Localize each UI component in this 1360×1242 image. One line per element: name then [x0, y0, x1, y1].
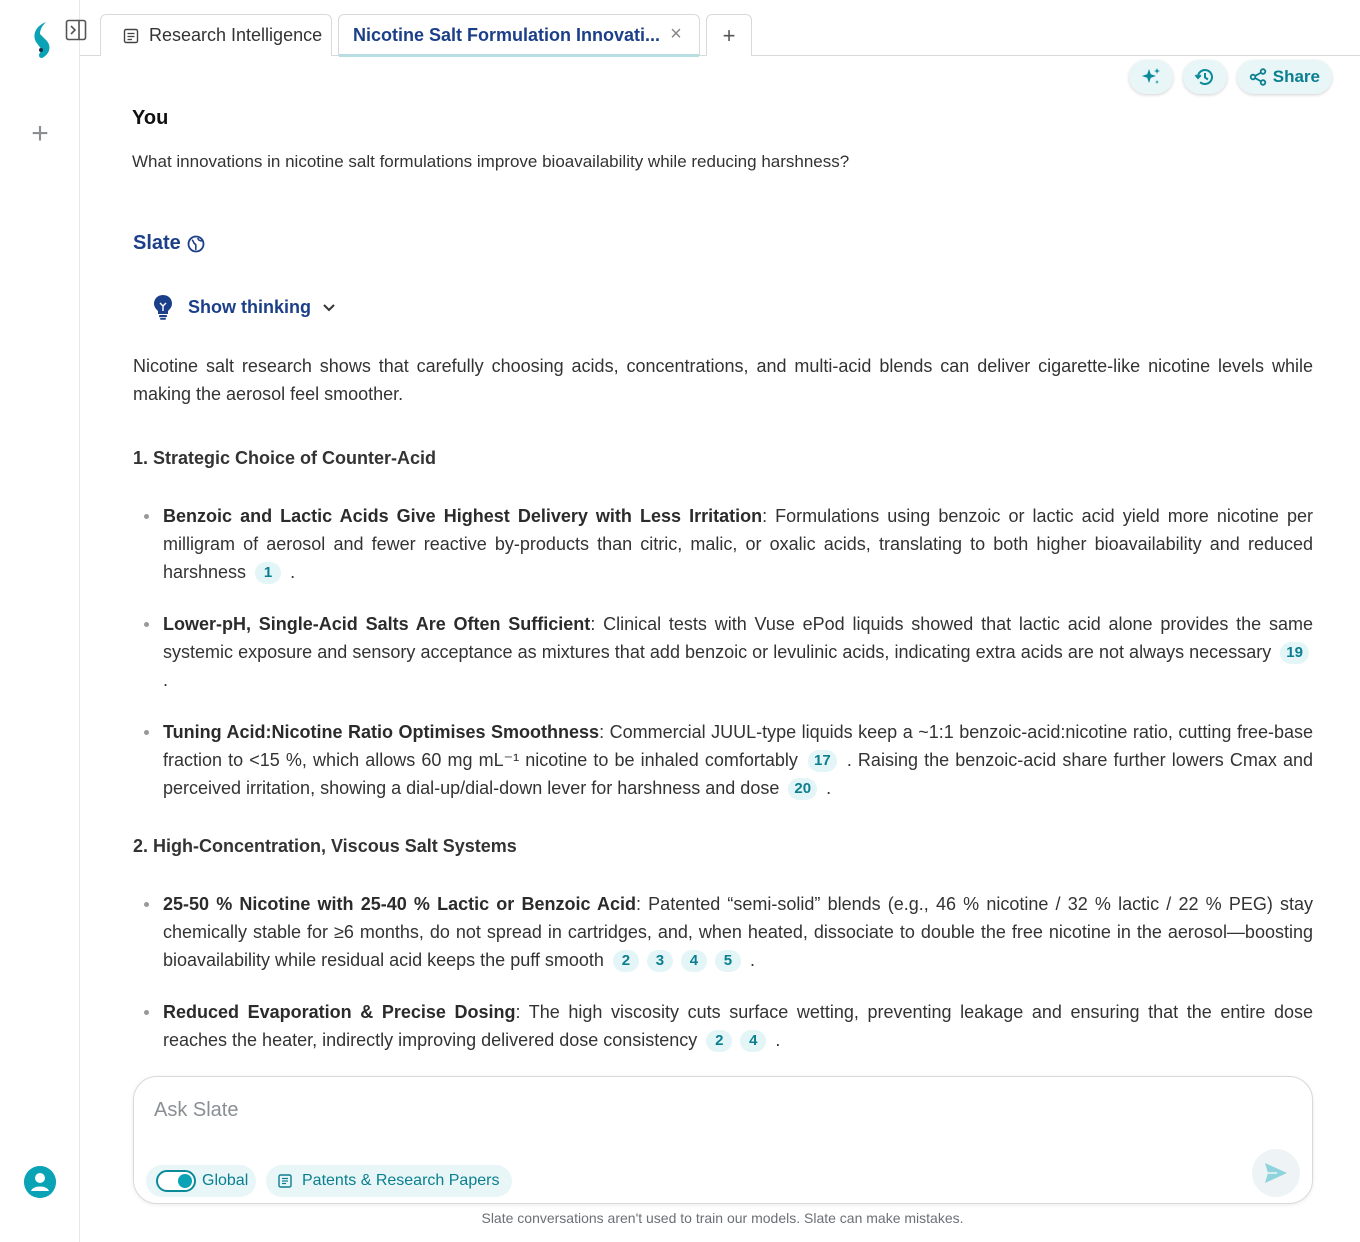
citation-badge[interactable]: 2	[706, 1030, 732, 1052]
item-tail: .	[163, 670, 169, 690]
item-text: : Commercial JUUL-type liquids keep a ~1:1 benzoic-acid:nicotine ratio, cutting free-base fraction to <15 %, which allows 60 mg mL⁻¹ nicotine to be inhaled comfortably	[163, 722, 1313, 770]
citation-badge[interactable]: 3	[647, 950, 673, 972]
sparkle-icon	[1140, 66, 1162, 88]
share-label: Share	[1272, 67, 1320, 86]
assistant-name: Slate	[133, 232, 181, 254]
item-tail: .	[775, 1030, 781, 1050]
list-item	[133, 718, 1313, 802]
answer-intro: Nicotine salt research shows that carefully choosing acids, concentrations, and multi-acid blends can deliver cigarette-like nicotine levels while making the aerosol feel smoother.	[133, 356, 1313, 404]
globe-icon	[187, 235, 205, 253]
list-item	[133, 502, 1313, 586]
history-icon	[1194, 66, 1216, 88]
sparkle-button[interactable]	[1129, 60, 1173, 94]
item-text: : Clinical tests with Vuse ePod liquids showed that lactic acid alone provides the same systemic exposure and sensory acceptance as mixtures that add benzoic or levulinic acids, indicating extra acids are not always necessary	[163, 614, 1313, 662]
citation-badge[interactable]: 2	[613, 950, 639, 972]
item-text-continued: . Raising the benzoic-acid share further lowers Cmax and perceived irritation, showing a dial-up/dial-down lever for harshness and dose	[163, 750, 1313, 798]
citation-badge[interactable]: 17	[808, 750, 837, 772]
list-item	[133, 890, 1313, 974]
item-title: 25-50 % Nicotine with 25-40 % Lactic or Benzoic Acid	[163, 894, 636, 914]
user-name: You	[132, 107, 169, 129]
list-item	[133, 998, 1313, 1054]
plus-icon: +	[722, 22, 736, 48]
item-title: Reduced Evaporation & Precise Dosing	[163, 1002, 516, 1022]
chevron-down-icon	[321, 299, 337, 315]
list-item	[133, 610, 1313, 694]
section-list	[133, 890, 1313, 1054]
citation-badge[interactable]: 4	[740, 1030, 766, 1052]
share-button[interactable]	[1237, 60, 1332, 94]
tab-bar	[80, 0, 1360, 56]
share-icon	[1249, 68, 1267, 86]
sources-chip[interactable]	[266, 1165, 512, 1197]
tab-research-intelligence[interactable]	[100, 14, 332, 56]
citation-badge[interactable]: 5	[715, 950, 741, 972]
assistant-header	[133, 232, 205, 255]
section-heading: 1. Strategic Choice of Counter-Acid	[133, 448, 437, 468]
user-avatar-icon[interactable]	[24, 1166, 56, 1198]
global-toggle[interactable]	[156, 1170, 196, 1192]
history-button[interactable]	[1183, 60, 1227, 94]
section-heading: 2. High-Concentration, Viscous Salt Systems	[133, 836, 517, 856]
item-title: Lower-pH, Single-Acid Salts Are Often Sufficient	[163, 614, 591, 634]
item-text: : The high viscosity cuts surface wetting, preventing leakage and ensuring that the entire dose reaches the heater, indirectly improving delivered dose consistency	[163, 1002, 1313, 1050]
send-icon	[1263, 1160, 1289, 1186]
item-text: : Patented “semi-solid” blends (e.g., 46 % nicotine / 32 % lactic / 22 % PEG) stay chemically stable for ≥6 months, do not spread in cartridges, and, when heated, dissociate to double the free nicotine in the aerosol—boosting bioavailability while residual acid keeps the puff smooth	[163, 894, 1314, 970]
document-icon	[278, 1174, 292, 1188]
conversation-toolbar	[1129, 60, 1332, 94]
citation-badge[interactable]: 4	[681, 950, 707, 972]
show-thinking-label: Show thinking	[188, 296, 311, 317]
document-icon	[123, 28, 139, 44]
close-icon[interactable]: ×	[670, 23, 682, 45]
new-tab-button[interactable]	[706, 14, 752, 56]
global-toggle-chip[interactable]	[146, 1165, 256, 1197]
ask-input[interactable]	[154, 1095, 1154, 1125]
item-title: Tuning Acid:Nicotine Ratio Optimises Smoothness	[163, 722, 600, 742]
composer	[133, 1076, 1313, 1204]
disclaimer: Slate conversations aren't used to train our models. Slate can make mistakes.	[481, 1210, 964, 1226]
item-tail: .	[290, 562, 296, 582]
citation-badge[interactable]: 1	[255, 562, 281, 584]
item-text: : Formulations using benzoic or lactic acid yield more nicotine per milligram of aerosol and fewer reactive by-products than citric, malic, or oxalic acids, translating to both higher bioavailability and reduced harshness	[163, 506, 1313, 582]
user-question: What innovations in nicotine salt formulations improve bioavailability while reducing harshness?	[132, 152, 850, 171]
citation-badge[interactable]: 20	[788, 778, 817, 800]
left-rail	[0, 0, 80, 1242]
item-tail: .	[749, 950, 755, 970]
tab-label: Research Intelligence	[149, 25, 323, 45]
lightbulb-icon	[152, 294, 174, 320]
assistant-answer	[133, 352, 1313, 1084]
send-button[interactable]	[1252, 1149, 1300, 1197]
citation-badge[interactable]: 19	[1280, 642, 1309, 664]
new-chat-plus-icon[interactable]: +	[31, 117, 49, 150]
item-title: Benzoic and Lactic Acids Give Highest Delivery with Less Irritation	[163, 506, 763, 526]
global-label: Global	[202, 1172, 249, 1189]
sources-label: Patents & Research Papers	[302, 1172, 500, 1189]
show-thinking-toggle[interactable]	[152, 294, 337, 320]
tab-label: Nicotine Salt Formulation Innovati...	[353, 25, 661, 45]
item-tail: .	[826, 778, 832, 798]
section-list	[133, 502, 1313, 802]
slate-logo-icon[interactable]	[28, 20, 54, 60]
tab-active-conversation[interactable]	[338, 14, 700, 56]
